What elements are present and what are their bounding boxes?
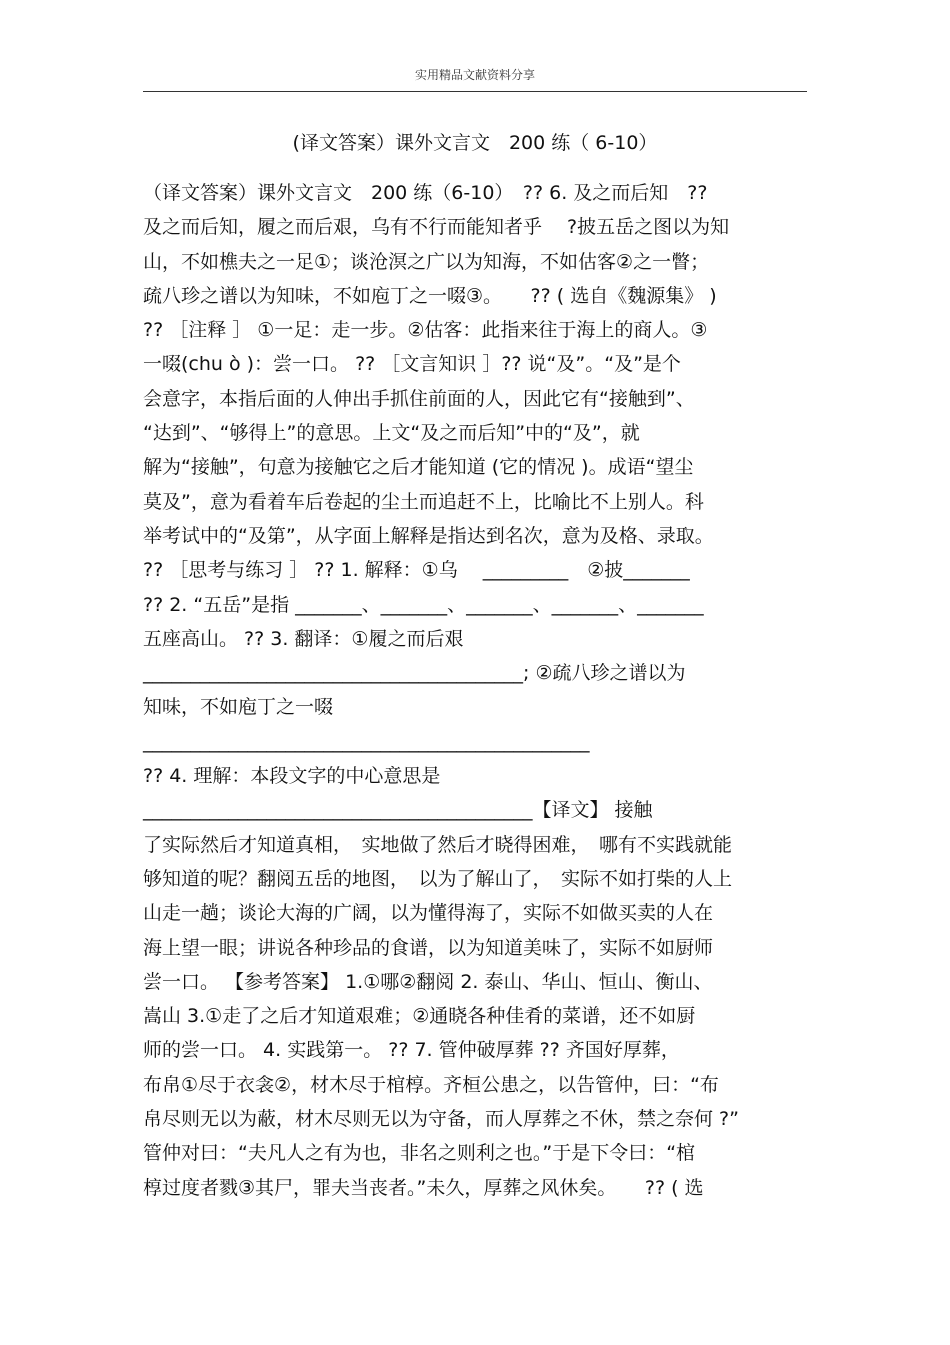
text-line: 及之而后知，履之而后艰，乌有不行而能知者乎 ?披五岳之图以为知 <box>143 216 730 239</box>
text-line: 疏八珍之谱以为知味，不如庖丁之一啜③。 ?? ( 选自《魏源集》 ) <box>143 284 717 307</box>
text-line: 会意字，本指后面的人伸出手抓住前面的人，因此它有“接触到”、 <box>143 387 695 410</box>
text-line: 举考试中的“及第”，从字面上解释是指达到名次，意为及格、录取。 <box>143 524 714 547</box>
text-line: 尝一口。 【参考答案】 1.①哪②翻阅 2. 泰山、华山、恒山、衡山、 <box>143 970 713 993</box>
text-line: 山，不如樵夫之一足①；谈沧溟之广以为知海，不如估客②之一瞥； <box>143 250 710 273</box>
document-body <box>143 176 811 1205</box>
text-line: 嵩山 3.①走了之后才知道艰难；②通晓各种佳肴的菜谱，还不如厨 <box>143 1005 696 1028</box>
page-header: 实用精品文献资料分享 <box>414 68 535 82</box>
text-line: 海上望一眼；讲说各种珍品的食谱，以为知道美味了，实际不如厨师 <box>143 936 714 959</box>
text-line: 够知道的呢？翻阅五岳的地图， 以为了解山了， 实际不如打柴的人上 <box>143 867 733 890</box>
text-line: 莫及”，意为看着车后卷起的尘土而追赶不上，比喻比不上别人。科 <box>143 490 704 513</box>
exercise-line: 知味，不如庖丁之一啜 <box>143 696 334 719</box>
text-line: 管仲对曰：“夫凡人之有为也，非名之则利之也。”于是下令曰：“棺 <box>143 1142 696 1165</box>
text-line: （译文答案）课外文言文 200 练（6-10） ?? 6. 及之而后知 ?? <box>143 182 708 204</box>
exercise-line: ________________________________________; ②疏八珍之谱以为 <box>143 662 686 685</box>
text-line: 一啜(chu ò )：尝一口。 ?? ［文言知识 ］?? 说“及”。“及”是个 <box>143 353 681 376</box>
text-line: 山走一趟；谈论大海的广阔，以为懂得海了，实际不如做买卖的人在 <box>143 902 714 925</box>
text-line: ?? ［注释 ］ ①一足：走一步。②估客：此指来往于海上的商人。③ <box>143 319 708 342</box>
document-title: (译文答案）课外文言文 200 练（ 6-10） <box>292 132 658 154</box>
exercise-line: _________________________________________【译文】 接触 <box>143 799 653 822</box>
text-line: 解为“接触”，句意为接触它之后才能知道 (它的情况 )。成语“望尘 <box>143 456 694 479</box>
exercise-line: ?? 4. 理解：本段文字的中心意思是 <box>143 765 441 788</box>
text-line: 师的尝一口。 4. 实践第一。 ?? 7. 管仲破厚葬 ?? 齐国好厚葬， <box>143 1039 680 1062</box>
text-line: 帛尽则无以为蔽，材木尽则无以为守备，而人厚葬之不休，禁之奈何 ?” <box>143 1108 739 1131</box>
exercise-line: ?? 2. “五岳”是指 _______、_______、_______、_______、_______ <box>143 593 704 616</box>
exercise-line: 五座高山。 ?? 3. 翻译：①履之而后艰 <box>143 627 464 650</box>
text-line: “达到”、“够得上”的意思。上文“及之而后知”中的“及”，就 <box>143 422 640 445</box>
text-line: 布帛①尽于衣衾②，材木尽于棺椁。齐桓公患之，以告管仲，曰：“布 <box>143 1073 719 1096</box>
text-line: 椁过度者戮③其尸，罪夫当丧者。”未久，厚葬之风休矣。 ?? ( 选 <box>143 1176 704 1199</box>
text-line: 了实际然后才知道真相， 实地做了然后才晓得困难， 哪有不实践就能 <box>143 833 733 856</box>
exercise-line: _______________________________________________ <box>143 730 590 753</box>
exercise-line: ?? ［思考与练习 ］ ?? 1. 解释：①乌 _________ ②披_______ <box>143 559 690 582</box>
header-divider <box>143 91 807 92</box>
